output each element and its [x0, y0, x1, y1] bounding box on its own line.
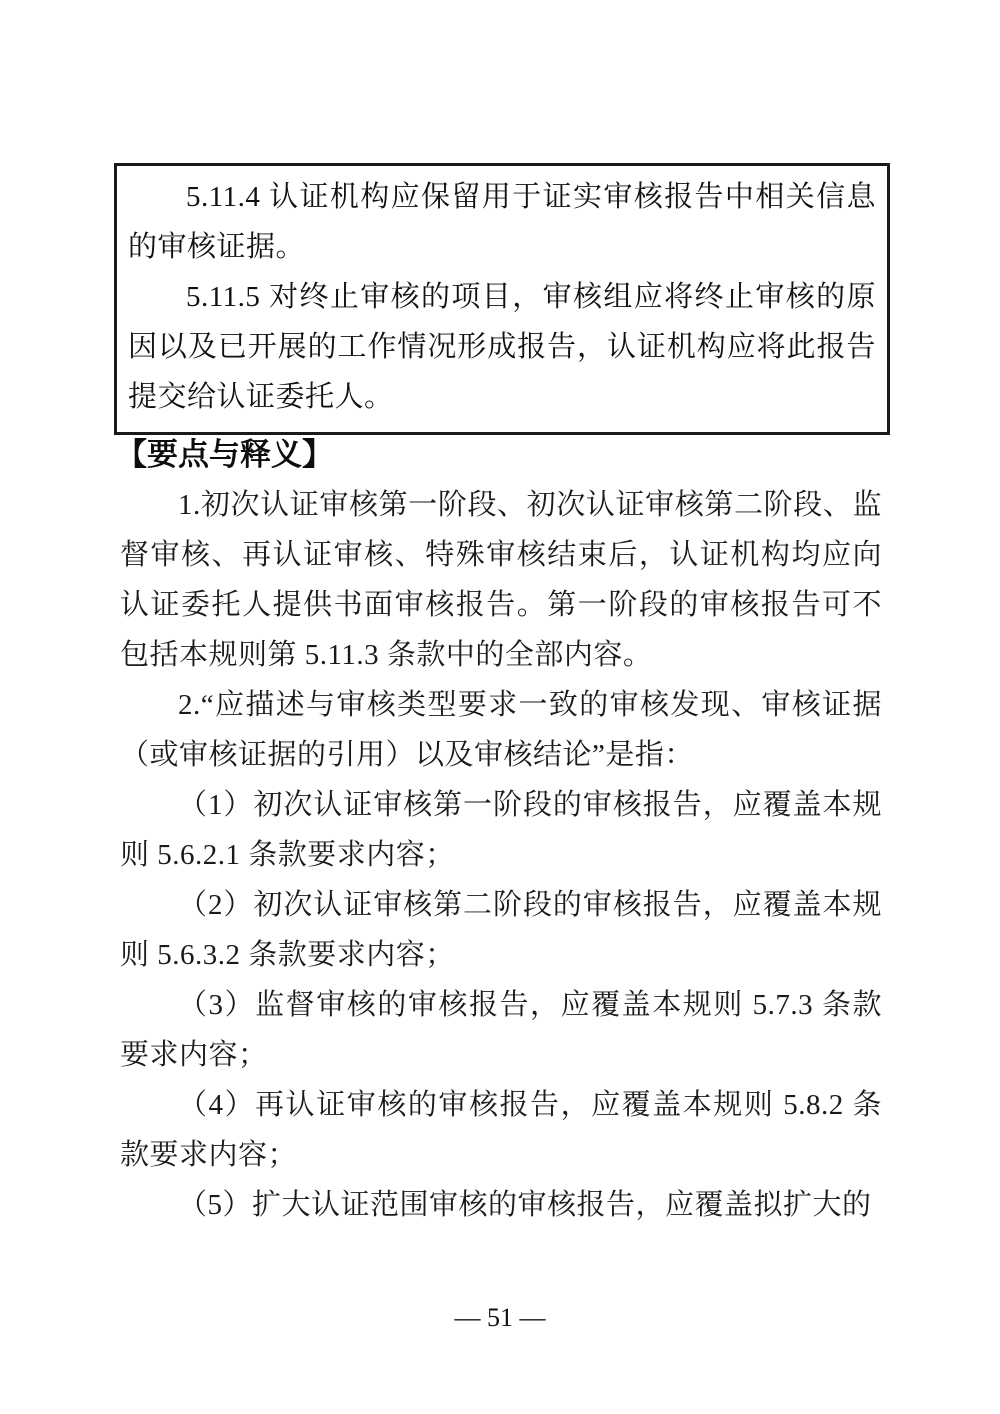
clause-5-11-4: 5.11.4 认证机构应保留用于证实审核报告中相关信息的审核证据。: [128, 181, 876, 263]
clause-quote-box: [114, 163, 890, 435]
clause-5-11-5: 5.11.5 对终止审核的项目，审核组应将终止审核的原因以及已开展的工作情况形成报告，认证机构应将此报告提交给认证委托人。: [128, 281, 876, 413]
interpretation-item-5: （5）扩大认证范围审核的审核报告，应覆盖拟扩大的: [178, 1189, 872, 1221]
page-number: — 51 —: [454, 1303, 546, 1332]
interpretation-item-3: （3）监督审核的审核报告，应覆盖本规则 5.7.3 条款要求内容；: [120, 989, 882, 1071]
interpretation-paragraph-2: 2.“应描述与审核类型要求一致的审核发现、审核证据（或审核证据的引用）以及审核结论”是指：: [120, 689, 882, 771]
interpretation-item-2: （2）初次认证审核第二阶段的审核报告，应覆盖本规则 5.6.3.2 条款要求内容；: [120, 889, 882, 971]
interpretation-paragraph-1: 1.初次认证审核第一阶段、初次认证审核第二阶段、监督审核、再认证审核、特殊审核结束后，认证机构均应向认证委托人提供书面审核报告。第一阶段的审核报告可不包括本规则第 5.11.3 条款中的全部内容。: [120, 489, 882, 671]
interpretation-body: [120, 480, 882, 1230]
section-heading-key-points: 【要点与释义】: [116, 437, 333, 472]
interpretation-item-4: （4）再认证审核的审核报告，应覆盖本规则 5.8.2 条款要求内容；: [120, 1089, 882, 1171]
interpretation-item-1: （1）初次认证审核第一阶段的审核报告，应覆盖本规则 5.6.2.1 条款要求内容；: [120, 789, 882, 871]
